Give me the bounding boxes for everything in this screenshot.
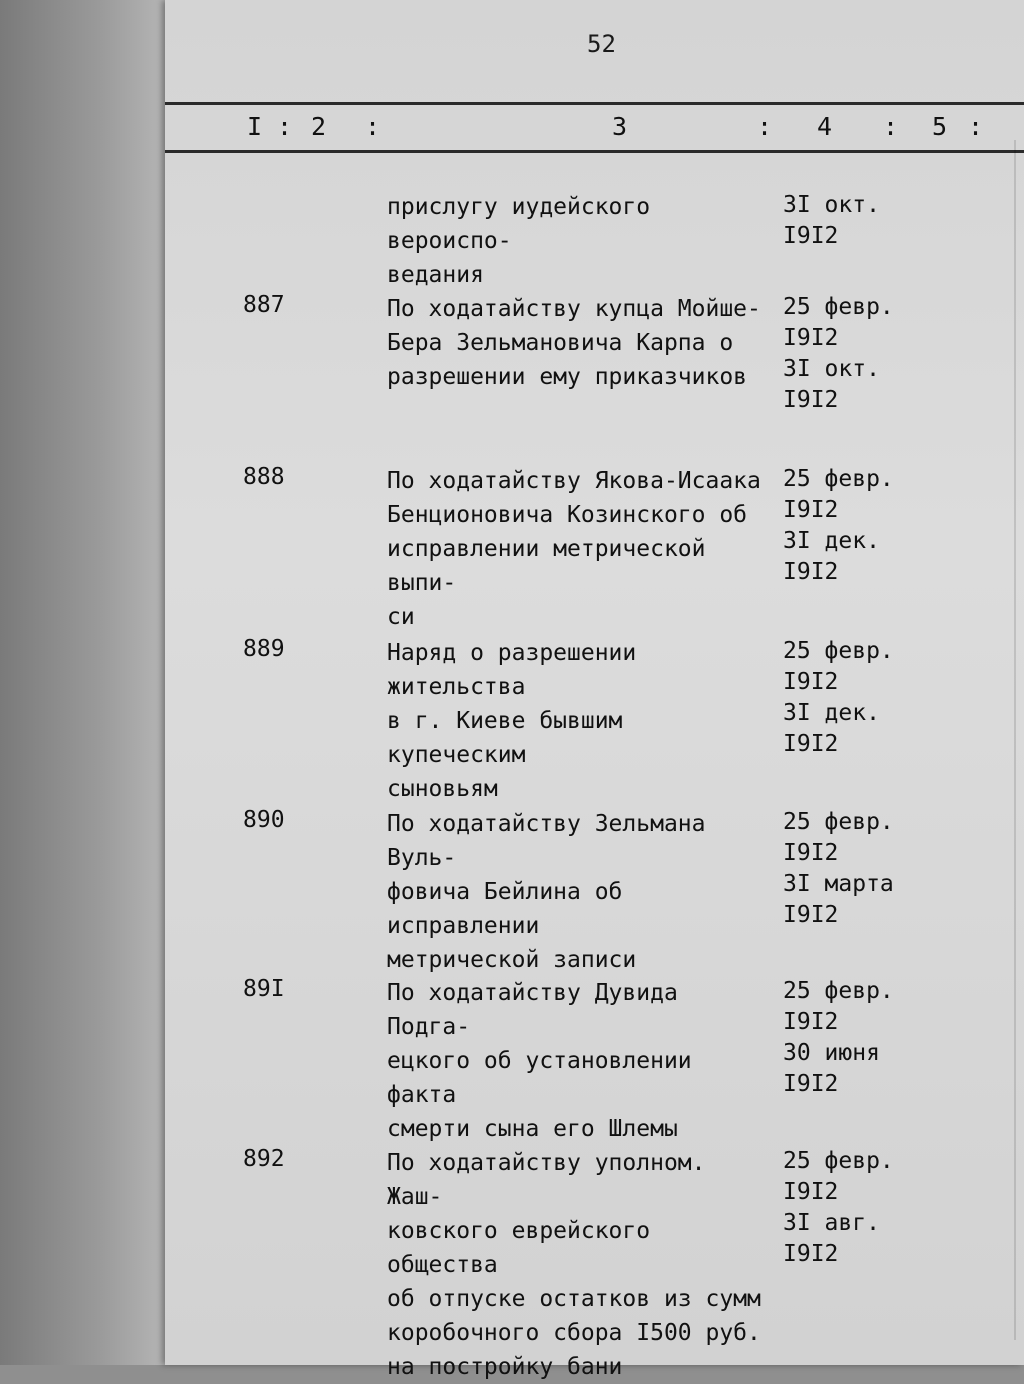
entry-dates: [783, 807, 1013, 931]
entry-description: По ходатайству купца Мойше- Бера Зельмановича Карпа о разрешении ему приказчиков: [387, 296, 761, 390]
header-col-2: 2: [311, 112, 327, 141]
entry-number: 892: [243, 1146, 285, 1172]
date-start-year: I9I2: [783, 1179, 839, 1205]
header-col-4: 4: [817, 112, 833, 141]
entry-number: 890: [243, 807, 285, 833]
date-end: 3I авг.: [783, 1210, 880, 1236]
date-start-year: I9I2: [783, 223, 839, 249]
date-start: 25 февр.: [783, 1148, 894, 1174]
header-col-3: 3: [612, 112, 628, 141]
page-number: 52: [587, 30, 616, 58]
date-start: 25 февр.: [783, 466, 894, 492]
date-start-year: I9I2: [783, 497, 839, 523]
date-end: 3I дек.: [783, 700, 880, 726]
header-sep-2: :: [365, 112, 381, 141]
entry-description: По ходатайству Якова-Исаака Бенционовича Козинского об исправлении метрической выпи- си: [387, 468, 761, 630]
entry-description: По ходатайству уполном. Жаш- ковского еврейского общества об отпуске остатков из сумм коробочного сбора I500 руб. на постройку бани: [387, 1150, 761, 1380]
date-end-year: I9I2: [783, 731, 839, 757]
page-edge-shadow: [1014, 140, 1016, 1340]
date-start: 3I окт.: [783, 192, 880, 218]
date-end-year: I9I2: [783, 902, 839, 928]
entry-dates: [783, 464, 1013, 588]
header-col-1: I: [247, 112, 263, 141]
document-page: [165, 0, 1024, 1380]
date-end: 30 июня: [783, 1040, 880, 1066]
header-sep-5: :: [968, 112, 984, 141]
entry-number: 888: [243, 464, 285, 490]
date-end-year: I9I2: [783, 387, 839, 413]
entry-dates: [783, 1146, 1013, 1270]
entry-dates: [783, 292, 1013, 416]
date-end: 3I марта: [783, 871, 894, 897]
entry-number: 887: [243, 292, 285, 318]
header-sep-4: :: [883, 112, 899, 141]
entry-dates: [783, 976, 1013, 1100]
entry-number: 889: [243, 636, 285, 662]
date-start-year: I9I2: [783, 669, 839, 695]
date-start: 25 февр.: [783, 809, 894, 835]
date-end: 3I дек.: [783, 528, 880, 554]
header-sep-1: :: [277, 112, 293, 141]
entry-description: По ходатайству Зельмана Вуль- фовича Бейлина об исправлении метрической записи: [387, 811, 706, 973]
entry-dates: [783, 636, 1013, 760]
entry-description: Наряд о разрешении жительства в г. Киеве бывшим купеческим сыновьям: [387, 640, 637, 802]
date-end-year: I9I2: [783, 1241, 839, 1267]
date-end-year: I9I2: [783, 559, 839, 585]
header-sep-3: :: [757, 112, 773, 141]
date-end-year: I9I2: [783, 1071, 839, 1097]
date-start: 25 февр.: [783, 638, 894, 664]
date-start-year: I9I2: [783, 840, 839, 866]
date-end: 3I окт.: [783, 356, 880, 382]
previous-page-margin: [0, 0, 165, 1365]
date-start-year: I9I2: [783, 1009, 839, 1035]
date-start-year: I9I2: [783, 325, 839, 351]
header-col-5: 5: [932, 112, 948, 141]
date-start: 25 февр.: [783, 294, 894, 320]
date-start: 25 февр.: [783, 978, 894, 1004]
entries-list: [165, 0, 1024, 1380]
entry-description: прислугу иудейского вероиспо- ведания: [387, 194, 651, 288]
entry-dates: [783, 190, 1013, 252]
entry-description: По ходатайству Дувида Подга- ецкого об установлении факта смерти сына его Шлемы: [387, 980, 692, 1142]
entry-number: 89I: [243, 976, 285, 1002]
